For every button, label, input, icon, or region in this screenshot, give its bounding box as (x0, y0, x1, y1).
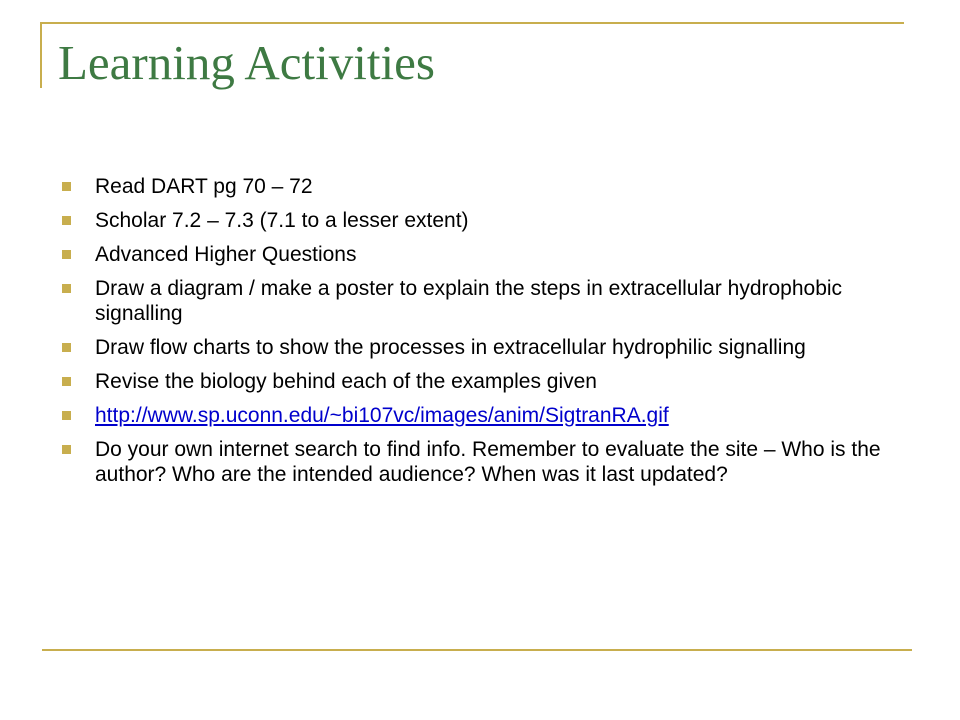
bullet-item-advanced-higher (62, 242, 902, 267)
bullet-item-revise-biology (62, 369, 902, 394)
bullet-text: Revise the biology behind each of the examples given (95, 370, 597, 393)
bullet-item-animation-link (62, 403, 902, 428)
bullet-item-hydrophilic-flowcharts (62, 335, 902, 360)
square-bullet-icon (62, 411, 71, 420)
bullet-text: Advanced Higher Questions (95, 243, 357, 266)
bullet-text: Do your own internet search to find info. Remember to evaluate the site – Who is the author? Who are the intended audience? When was it last updated? (95, 438, 881, 486)
bullet-item-internet-search (62, 437, 902, 487)
square-bullet-icon (62, 445, 71, 454)
square-bullet-icon (62, 284, 71, 293)
left-frame-line (40, 22, 42, 88)
bullet-item-read-dart (62, 174, 902, 199)
slide-title: Learning Activities (58, 35, 435, 90)
bullet-list (62, 174, 902, 496)
bullet-text: Read DART pg 70 – 72 (95, 175, 313, 198)
bottom-frame-line (42, 649, 912, 651)
animation-link[interactable]: http://www.sp.uconn.edu/~bi107vc/images/anim/SigtranRA.gif (95, 404, 669, 427)
square-bullet-icon (62, 343, 71, 352)
bullet-item-scholar (62, 208, 902, 233)
bullet-text: Scholar 7.2 – 7.3 (7.1 to a lesser extent) (95, 209, 469, 232)
square-bullet-icon (62, 250, 71, 259)
square-bullet-icon (62, 377, 71, 386)
bullet-text: Draw a diagram / make a poster to explain the steps in extracellular hydrophobic signalling (95, 277, 843, 325)
bullet-item-hydrophobic-diagram (62, 276, 902, 326)
square-bullet-icon (62, 182, 71, 191)
top-frame-line (40, 22, 904, 24)
square-bullet-icon (62, 216, 71, 225)
bullet-text: Draw flow charts to show the processes in extracellular hydrophilic signalling (95, 336, 806, 359)
